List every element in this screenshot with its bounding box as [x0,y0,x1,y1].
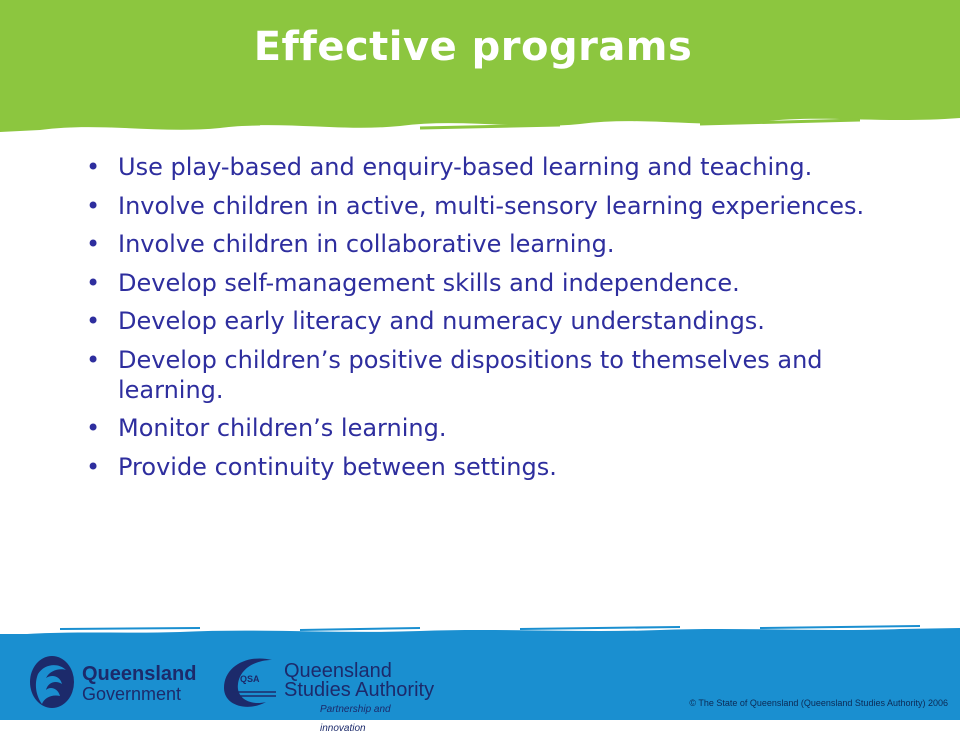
bullet-icon: • [86,307,101,335]
bullet-list [84,152,924,482]
bullet-icon: • [86,414,101,442]
footer-brush-edge [0,624,960,638]
list-item [84,306,924,336]
slide-footer [0,634,960,734]
list-item [84,413,924,443]
list-item [84,452,924,482]
list-item [84,345,924,405]
list-item [84,191,924,221]
bullet-icon: • [86,230,101,258]
queensland-government-wordmark [82,664,196,704]
slide-header [0,0,960,118]
qld-gov-name: Queensland [82,663,197,685]
bullet-text: Monitor children’s learning. [118,414,447,442]
bullet-text: Provide continuity between settings. [118,452,557,481]
qsa-logo [218,648,438,734]
bullet-text: Develop children’s positive dispositions to themselves and learning. [118,345,823,404]
bullet-text: Use play-based and enquiry-based learning and teaching. [118,153,813,181]
bullet-text: Involve children in collaborative learning. [118,230,615,258]
bullet-icon: • [86,452,101,481]
bullet-text: Develop early literacy and numeracy understandings. [118,307,765,335]
queensland-government-logo [28,654,208,710]
bullet-icon: • [86,153,101,181]
qsa-line1: Queensland [284,660,392,682]
qld-gov-sub: Government [82,684,182,704]
qsa-line2: Studies Authority [284,679,435,701]
bullet-icon: • [86,268,101,297]
list-item [84,268,924,298]
bullet-text: Develop self-management skills and independence. [118,268,740,297]
list-item [84,229,924,259]
copyright-notice: © The State of Queensland (Queensland Studies Authority) 2006 [689,698,948,708]
qsa-tagline: Partnership and innovation [320,704,391,734]
queensland-government-crest-icon [28,654,78,710]
qsa-swoosh-icon [218,648,284,714]
bullet-text: Involve children in active, multi-sensory learning experiences. [118,191,865,220]
bullet-icon: • [86,191,101,220]
slide-content [84,152,924,490]
header-brush-edge [0,100,960,140]
slide-title: Effective programs [253,24,693,70]
list-item [84,152,924,182]
bullet-icon: • [86,345,101,374]
qsa-badge: QSA [240,674,260,684]
qsa-wordmark [284,662,438,738]
